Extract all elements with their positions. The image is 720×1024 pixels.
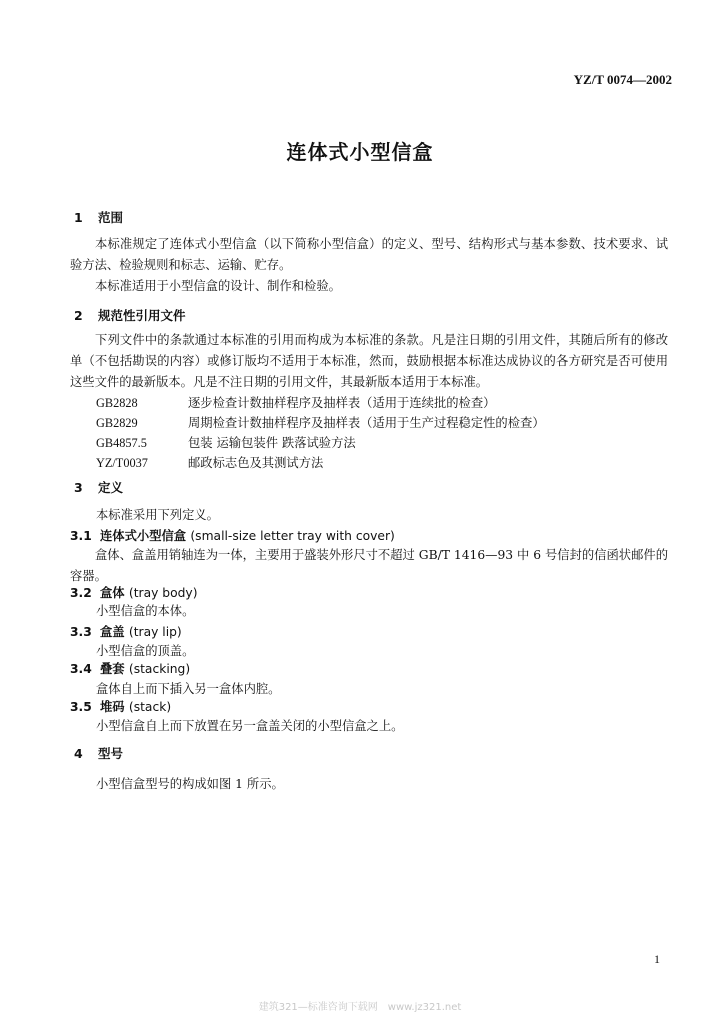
reference-item <box>96 453 323 471</box>
definition-term-english: (small-size letter tray with cover) <box>190 529 395 543</box>
section-title: 范围 <box>98 210 124 225</box>
definition-3-2-heading <box>70 583 198 601</box>
reference-title: 邮政标志色及其测试方法 <box>188 456 324 470</box>
reference-code: GB4857.5 <box>96 436 147 450</box>
section-2-heading <box>74 306 186 324</box>
definition-3-4-text: 盒体自上而下插入另一盒体内腔。 <box>96 682 281 696</box>
section-number: 3 <box>74 480 83 495</box>
reference-title: 逐步检查计数抽样程序及抽样表（适用于连续批的检查） <box>188 396 496 410</box>
reference-code: YZ/T0037 <box>96 456 148 470</box>
definition-3-5-text: 小型信盒自上而下放置在另一盒盖关闭的小型信盒之上。 <box>96 719 404 733</box>
section-1-paragraph-2: 本标准适用于小型信盒的设计、制作和检验。 <box>95 279 341 293</box>
section-3-heading <box>74 478 123 496</box>
section-1-heading <box>74 208 123 226</box>
reference-code: GB2829 <box>96 416 138 430</box>
definition-term: 盒体 <box>100 586 125 600</box>
footer-watermark: 建筑321—标准咨询下载网 www.jz321.net <box>258 1002 462 1013</box>
definition-term: 堆码 <box>100 700 125 714</box>
subsection-number: 3.3 <box>70 625 92 639</box>
subsection-number: 3.1 <box>70 529 92 543</box>
definition-term-english: (stack) <box>128 700 172 714</box>
definition-3-3-heading <box>70 622 182 640</box>
definition-term: 盒盖 <box>100 625 125 639</box>
definition-3-3-text: 小型信盒的顶盖。 <box>96 644 195 658</box>
definition-3-5-heading <box>70 697 171 715</box>
section-title: 型号 <box>98 746 124 761</box>
section-title: 规范性引用文件 <box>98 308 186 323</box>
definition-term-english: (tray lip) <box>128 625 182 639</box>
definition-3-1-text: 盒体、盒盖用销轴连为一体，主要用于盛装外形尺寸不超过 GB/T 1416—93 中 6 号信封的信函状邮件的容器。 <box>70 548 668 583</box>
section-3-intro: 本标准采用下列定义。 <box>96 508 219 522</box>
reference-item <box>96 413 545 431</box>
document-number: YZ/T 0074—2002 <box>573 72 672 87</box>
definition-term-english: (stacking) <box>128 662 191 676</box>
section-number: 1 <box>74 210 83 225</box>
section-title: 定义 <box>98 480 124 495</box>
reference-item <box>96 433 356 451</box>
section-2-paragraph-1: 下列文件中的条款通过本标准的引用而构成为本标准的条款。凡是注日期的引用文件，其随后所有的修改单（不包括勘误的内容）或修订版均不适用于本标准，然而，鼓励根据本标准达成协议的各方研究是否可使用这些文件的最新版本。凡是不注日期的引用文件，其最新版本适用于本标准。 <box>70 333 668 389</box>
reference-code: GB2828 <box>96 396 138 410</box>
section-4-paragraph-1: 小型信盒型号的构成如图 1 所示。 <box>96 777 284 791</box>
definition-term: 叠套 <box>100 662 125 676</box>
definition-term-english: (tray body) <box>128 586 198 600</box>
reference-item <box>96 393 495 411</box>
page-number: 1 <box>654 952 660 966</box>
subsection-number: 3.2 <box>70 586 92 600</box>
page-title: 连体式小型信盒 <box>286 140 434 164</box>
section-4-heading <box>74 744 123 762</box>
definition-3-1-heading <box>70 526 395 544</box>
reference-title: 周期检查计数抽样程序及抽样表（适用于生产过程稳定性的检查） <box>188 416 545 430</box>
definition-3-2-text: 小型信盒的本体。 <box>96 604 195 618</box>
subsection-number: 3.4 <box>70 662 92 676</box>
reference-title: 包装 运输包装件 跌落试验方法 <box>188 436 356 450</box>
section-1-paragraph-1: 本标准规定了连体式小型信盒（以下简称小型信盒）的定义、型号、结构形式与基本参数、技术要求、试验方法、检验规则和标志、运输、贮存。 <box>70 237 668 272</box>
section-number: 4 <box>74 746 83 761</box>
subsection-number: 3.5 <box>70 700 92 714</box>
section-number: 2 <box>74 308 83 323</box>
definition-3-4-heading <box>70 659 190 677</box>
definition-term: 连体式小型信盒 <box>100 529 187 543</box>
